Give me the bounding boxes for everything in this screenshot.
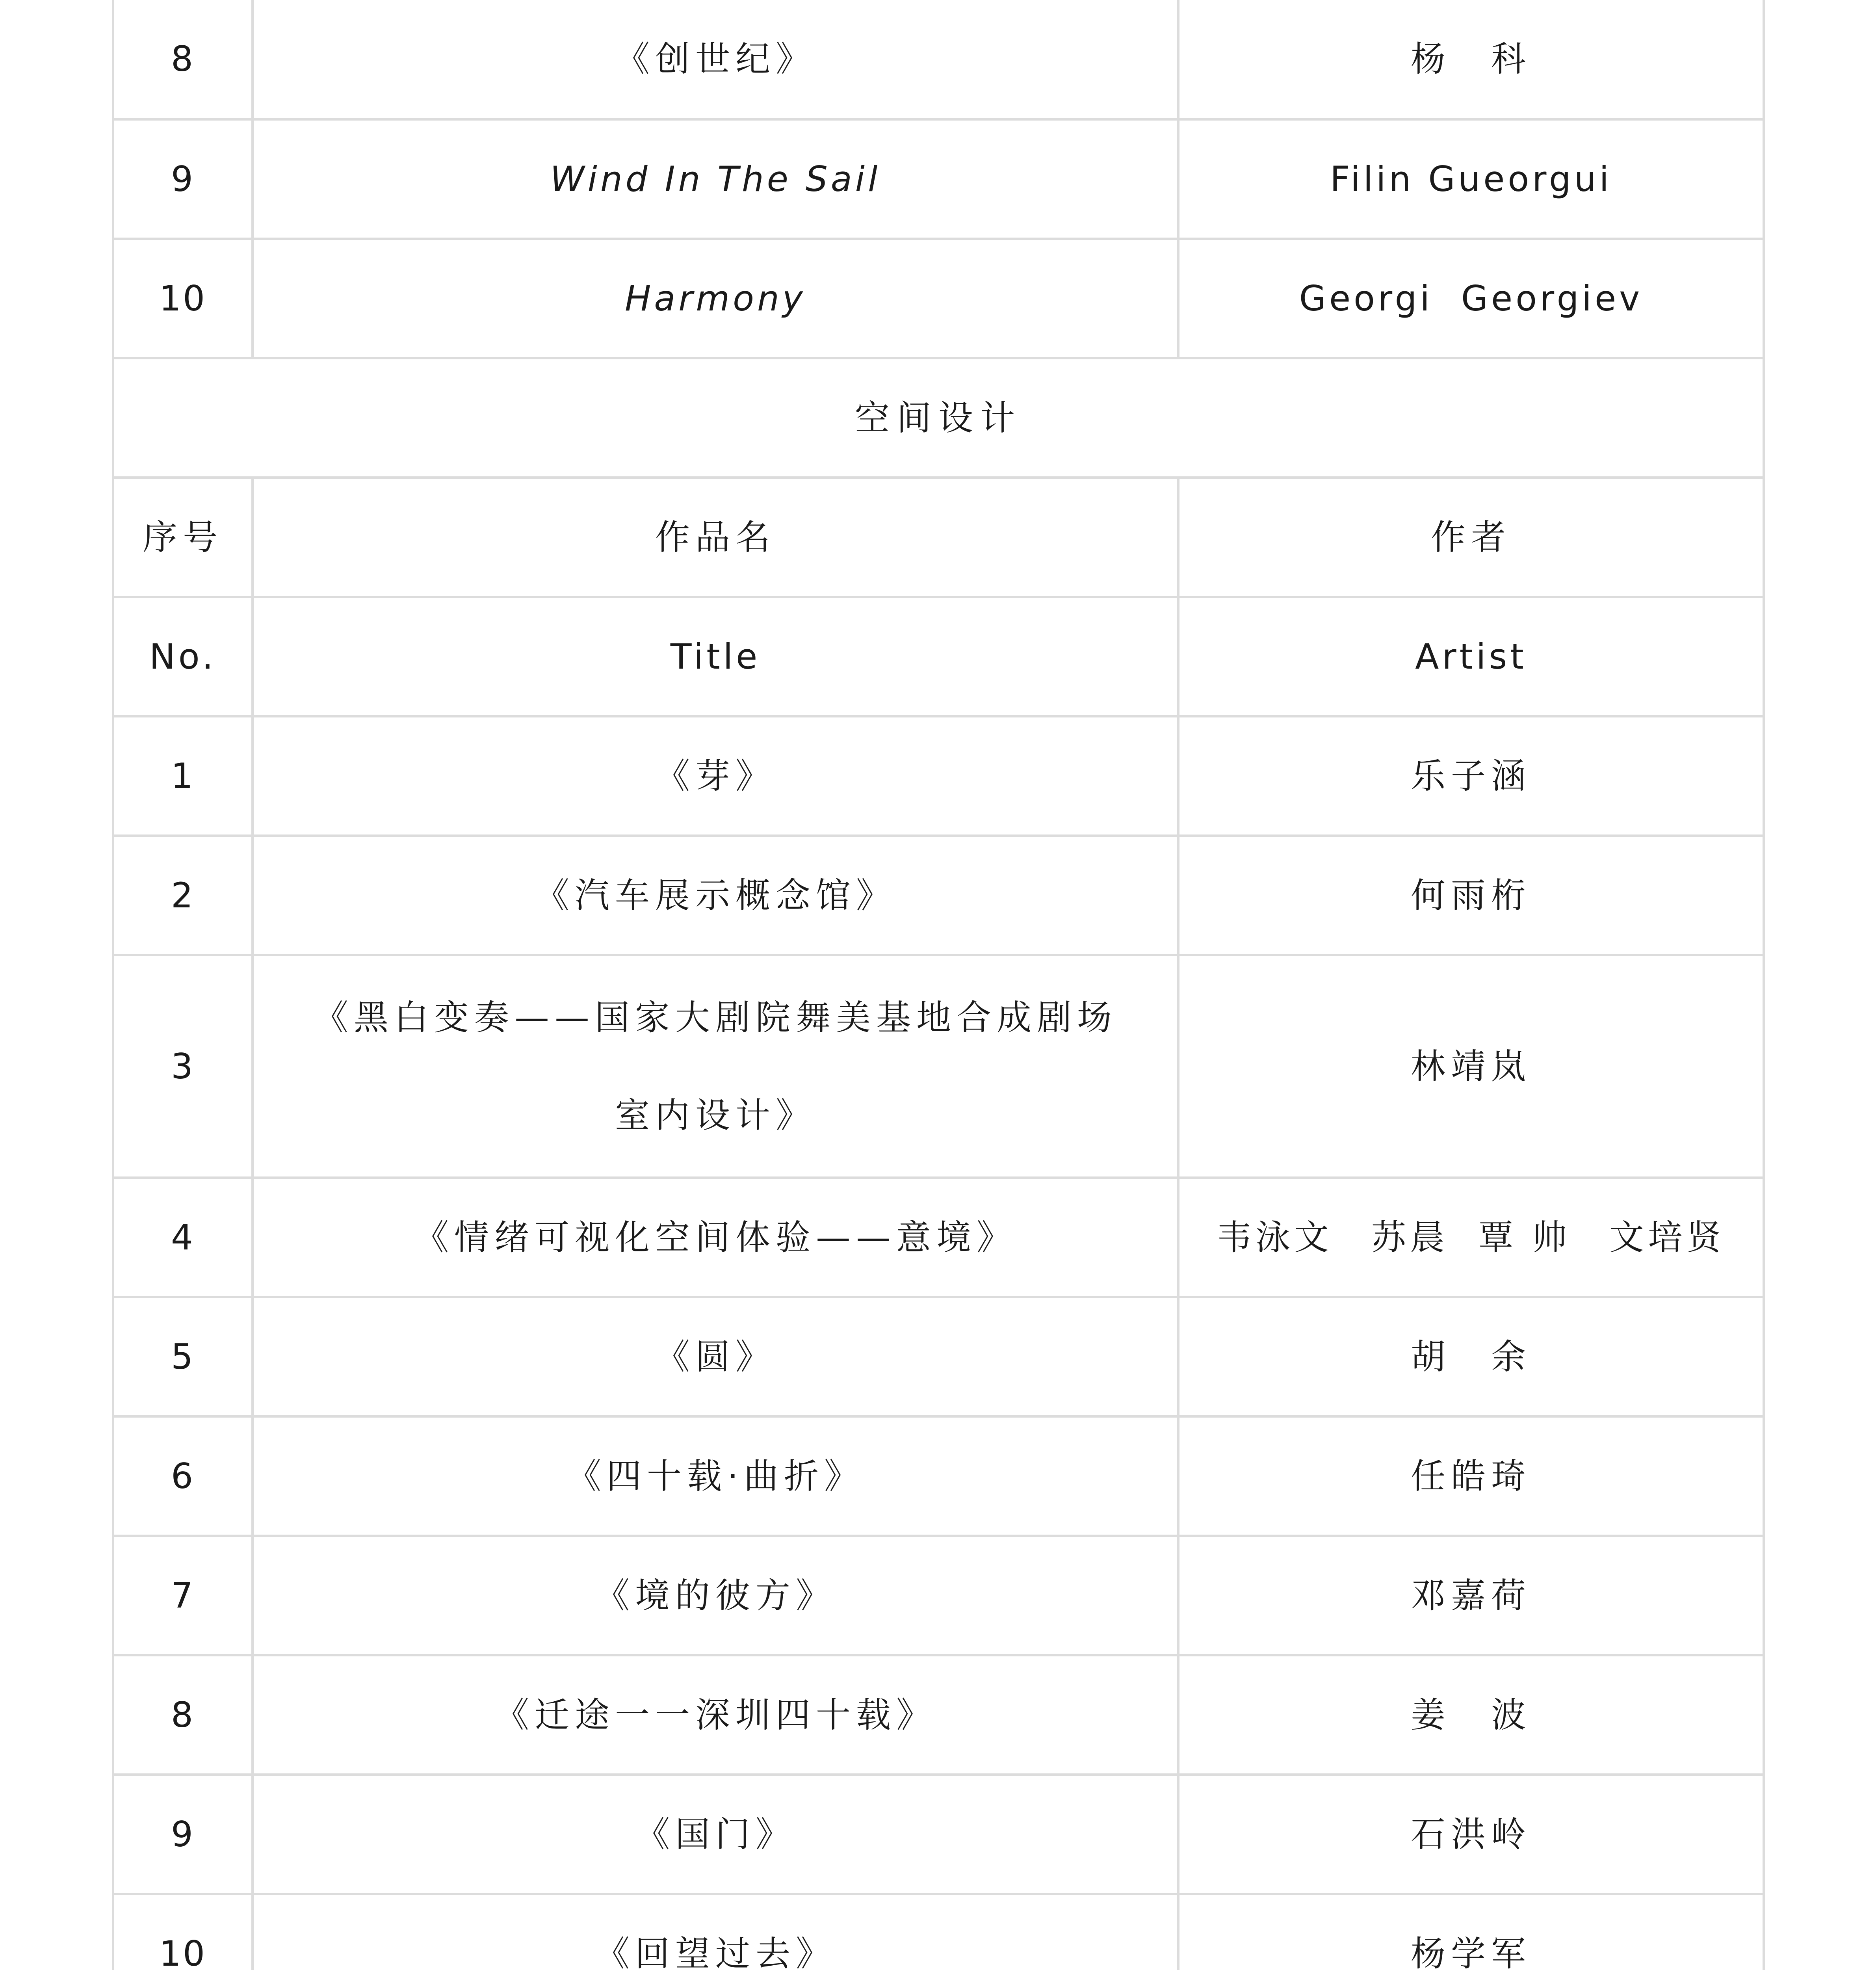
row-number: 10 <box>113 239 253 358</box>
artwork-table <box>112 0 1765 1970</box>
work-title: 《芽》 <box>253 716 1178 836</box>
table-row <box>113 955 1764 1178</box>
header-row-cn <box>113 478 1764 597</box>
artist-name: 邓嘉荷 <box>1178 1536 1764 1655</box>
artist-name: 石洪岭 <box>1178 1775 1764 1894</box>
artist-name: 姜 波 <box>1178 1655 1764 1775</box>
row-number: 1 <box>113 716 253 836</box>
row-number: 9 <box>113 119 253 239</box>
row-number: 8 <box>113 1655 253 1775</box>
work-title: 《迁途一一深圳四十载》 <box>253 1655 1178 1775</box>
work-title-line-2: 室内设计》 <box>615 1095 816 1136</box>
row-number: 3 <box>113 955 253 1178</box>
artwork-table-container <box>112 0 1763 1970</box>
row-number: 8 <box>113 0 253 119</box>
artist-name: Filin Gueorgui <box>1178 119 1764 239</box>
artist-name: 何雨桁 <box>1178 836 1764 955</box>
header-no-en: No. <box>113 597 253 716</box>
row-number: 6 <box>113 1416 253 1536</box>
work-title: 《境的彼方》 <box>253 1536 1178 1655</box>
artist-name: 杨 科 <box>1178 0 1764 119</box>
table-row <box>113 1894 1764 1970</box>
header-artist-en: Artist <box>1178 597 1764 716</box>
table-row <box>113 716 1764 836</box>
row-number: 4 <box>113 1178 253 1297</box>
work-title: 《回望过去》 <box>253 1894 1178 1970</box>
row-number: 9 <box>113 1775 253 1894</box>
table-row <box>113 239 1764 358</box>
section-heading-row <box>113 358 1764 478</box>
table-row <box>113 836 1764 955</box>
artist-name: 韦泳文 苏晨 覃 帅 文培贤 <box>1178 1178 1764 1297</box>
work-title: 《汽车展示概念馆》 <box>253 836 1178 955</box>
table-row <box>113 1775 1764 1894</box>
artist-name: 杨学军 <box>1178 1894 1764 1970</box>
artist-name: 任皓琦 <box>1178 1416 1764 1536</box>
header-artist: 作者 <box>1178 478 1764 597</box>
artist-name: 乐子涵 <box>1178 716 1764 836</box>
work-title: 《情绪可视化空间体验——意境》 <box>253 1178 1178 1297</box>
work-title <box>253 955 1178 1178</box>
table-row <box>113 1536 1764 1655</box>
work-title: 《四十载·曲折》 <box>253 1416 1178 1536</box>
artist-name: Georgi Georgiev <box>1178 239 1764 358</box>
table-row <box>113 1297 1764 1416</box>
header-row-en <box>113 597 1764 716</box>
artist-name: 胡 余 <box>1178 1297 1764 1416</box>
table-row <box>113 119 1764 239</box>
row-number: 2 <box>113 836 253 955</box>
row-number: 10 <box>113 1894 253 1970</box>
work-title-line-1: 《黑白变奏——国家大剧院舞美基地合成剧场 <box>313 997 1117 1038</box>
work-title: Wind In The Sail <box>253 119 1178 239</box>
work-title: 《创世纪》 <box>253 0 1178 119</box>
header-title: 作品名 <box>253 478 1178 597</box>
work-title: 《国门》 <box>253 1775 1178 1894</box>
artist-name: 林靖岚 <box>1178 955 1764 1178</box>
header-title-en: Title <box>253 597 1178 716</box>
work-title: 《圆》 <box>253 1297 1178 1416</box>
table-row <box>113 0 1764 119</box>
work-title: Harmony <box>253 239 1178 358</box>
row-number: 7 <box>113 1536 253 1655</box>
header-no: 序号 <box>113 478 253 597</box>
row-number: 5 <box>113 1297 253 1416</box>
table-row <box>113 1178 1764 1297</box>
section-title: 空间设计 <box>113 358 1764 478</box>
table-row <box>113 1416 1764 1536</box>
table-row <box>113 1655 1764 1775</box>
